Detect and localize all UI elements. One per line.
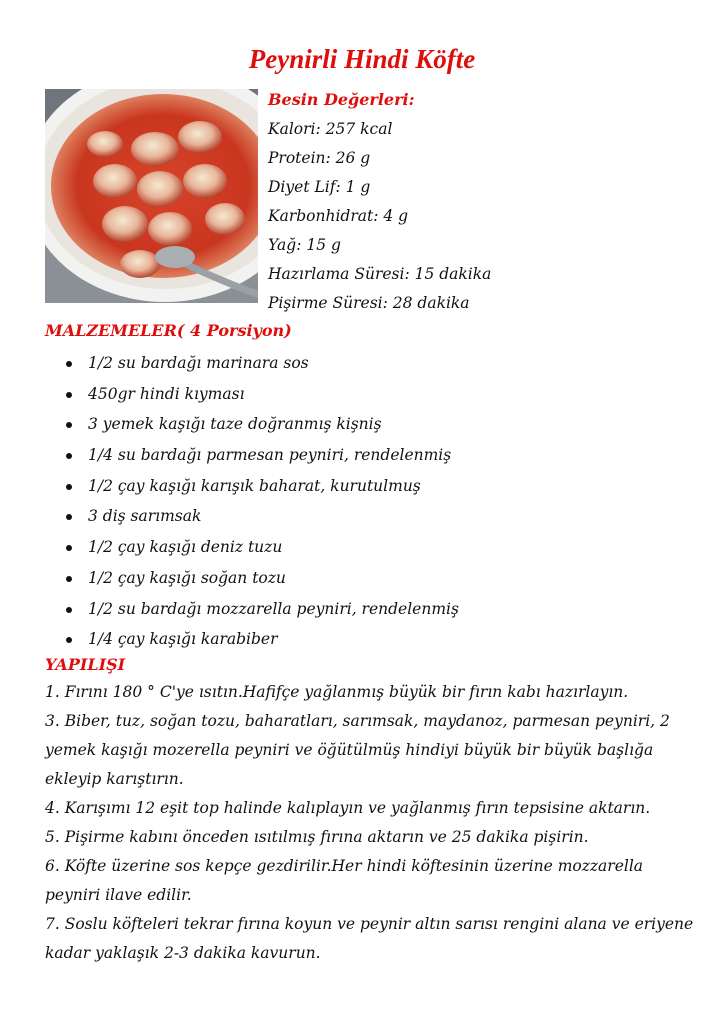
nutrition-cook-time: Pişirme Süresi: 28 dakika <box>268 294 470 312</box>
instruction-step: 1. Fırını 180 ° C'ye ısıtın.Hafifçe yağlanmış büyük bir fırın kabı hazırlayın. <box>45 683 629 701</box>
nutrition-panel <box>268 88 688 320</box>
ingredient-text: 1/2 su bardağı mozzarella peyniri, rendelenmiş <box>88 599 459 618</box>
nutrition-protein: Protein: 26 g <box>268 149 371 167</box>
ingredient-text: 450gr hindi kıyması <box>88 384 245 403</box>
nutrition-prep-time: Hazırlama Süresi: 15 dakika <box>268 265 492 283</box>
ingredient-item <box>45 594 685 625</box>
instruction-step: 6. Köfte üzerine sos kepçe gezdirilir.Her hindi köftesinin üzerine mozzarella peyniri ilave edilir. <box>45 857 644 904</box>
ingredient-text: 1/4 çay kaşığı karabiber <box>88 630 278 649</box>
bullet-icon <box>66 545 72 551</box>
ingredient-text: 1/2 çay kaşığı soğan tozu <box>88 568 286 587</box>
ingredient-item <box>45 563 685 594</box>
ingredient-item <box>45 471 685 502</box>
nutrition-fiber: Diyet Lif: 1 g <box>268 178 371 196</box>
ingredient-text: 1/2 çay kaşığı karışık baharat, kurutulmuş <box>88 476 421 495</box>
instruction-step: 4. Karışımı 12 eşit top halinde kalıplayın ve yağlanmış fırın tepsisine aktarın. <box>45 799 651 817</box>
ingredient-text: 1/2 su bardağı marinara sos <box>88 354 309 372</box>
nutrition-fat: Yağ: 15 g <box>268 236 341 254</box>
bullet-icon <box>66 576 72 582</box>
ingredient-text: 1/2 çay kaşığı deniz tuzu <box>88 538 283 557</box>
bullet-icon <box>66 484 72 490</box>
bullet-icon <box>66 453 72 459</box>
bullet-icon <box>66 392 72 398</box>
recipe-photo <box>45 89 258 303</box>
ingredient-item <box>45 409 685 440</box>
nutrition-heading: Besin Değerleri: <box>268 90 415 109</box>
ingredient-item <box>45 348 685 379</box>
meatball-dish-illustration <box>45 89 258 303</box>
ingredient-item <box>45 532 685 563</box>
ingredient-item <box>45 501 685 532</box>
instructions-heading: YAPILIŞI <box>45 655 126 674</box>
ingredient-item <box>45 440 685 471</box>
ingredient-text: 1/4 su bardağı parmesan peyniri, rendelenmiş <box>88 446 452 465</box>
bullet-icon <box>66 607 72 613</box>
ingredient-text: 3 diş sarımsak <box>88 507 202 526</box>
instruction-step: 7. Soslu köfteleri tekrar fırına koyun ve peynir altın sarısı rengini alana ve eriyene kadar yaklaşık 2-3 dakika kavurun. <box>45 915 694 962</box>
instructions-steps <box>45 678 695 968</box>
ingredients-list <box>45 348 685 655</box>
ingredient-item <box>45 379 685 410</box>
bullet-icon <box>66 637 72 643</box>
ingredient-item <box>45 624 685 655</box>
ingredients-heading: MALZEMELER( 4 Porsiyon) <box>45 321 292 340</box>
nutrition-carbs: Karbonhidrat: 4 g <box>268 207 409 225</box>
instruction-step: 3. Biber, tuz, soğan tozu, baharatları, sarımsak, maydanoz, parmesan peyniri, 2 yemek kaşığı mozerella peyniri ve öğütülmüş hindiyi büyük bir büyük başlığa ekleyip karıştırın. <box>45 712 670 788</box>
bullet-icon <box>66 514 72 520</box>
bullet-icon <box>66 361 72 367</box>
ingredient-text: 3 yemek kaşığı taze doğranmış kişniş <box>88 415 382 434</box>
bullet-icon <box>66 422 72 428</box>
recipe-title: Peynirli Hindi Köfte <box>248 44 476 74</box>
instruction-step: 5. Pişirme kabını önceden ısıtılmış fırına aktarın ve 25 dakika pişirin. <box>45 828 589 846</box>
nutrition-calories: Kalori: 257 kcal <box>268 120 393 138</box>
